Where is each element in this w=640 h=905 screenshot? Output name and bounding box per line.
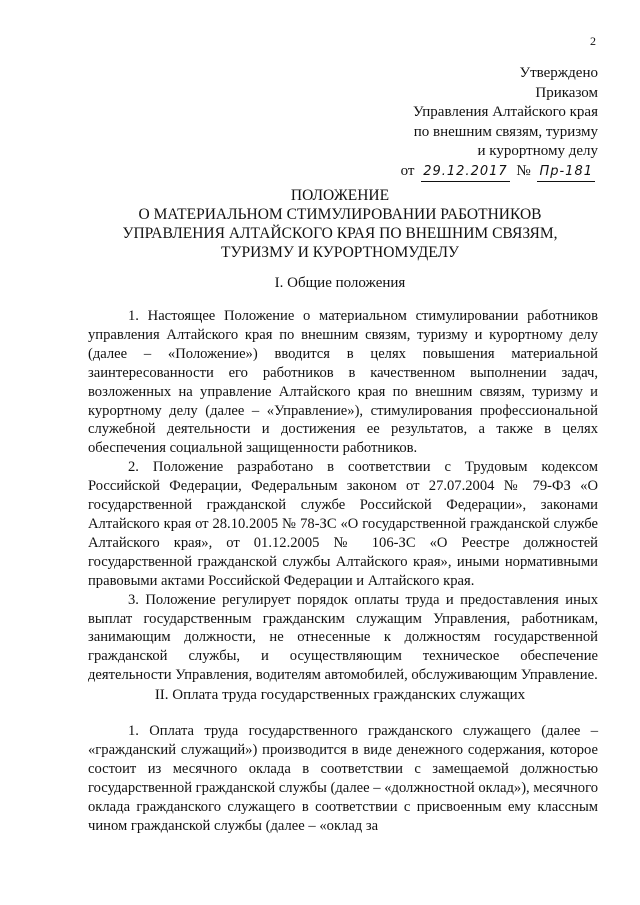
- document-title: [60, 186, 620, 262]
- title-line: ТУРИЗМУ И КУРОРТНОМУДЕЛУ: [221, 244, 459, 261]
- paragraph: 2. Положение разработано в соответствии с Трудовым кодексом Российской Федерации, Федеральным законом от 27.07.2004 № 79-ФЗ «О государственной гражданской службе Российской Федерации», законами Алтайского края от 28.10.2005 № 78-ЗС «О государственной гражданской службе Алтайского края», от 01.12.2005 № 106-ЗС «О Реестре должностей государственной гражданской службы Алтайского края», иными нормативными правовыми актами Российской Федерации и Алтайского края.: [88, 459, 598, 589]
- paragraph: 1. Настоящее Положение о материальном стимулировании работников управления Алтайского края по внешним связям, туризму и курортному делу (далее – «Положение») вводится в целях повышения материальной заинтересованности его работников в качественном выполнении задач, возложенных на управление Алтайского края по внешним связям, туризму и курортному делу (далее – «Управление»), стимулирования профессиональной служебной деятельности и достижения ее результатов, а также в целях обеспечения социальной защищенности работников.: [88, 308, 598, 457]
- section-payment-body: [88, 722, 598, 835]
- approval-line: Утверждено: [519, 65, 598, 81]
- paragraph: 1. Оплата труда государственного гражданского служащего (далее – «гражданский служащий») производится в виде денежного содержания, которое состоит из месячного оклада в соответствии с замещаемой должностью государственной гражданской службы (далее – «должностной оклад»), месячного оклада гражданского служащего в соответствии с присвоенным ему классным чином гражданской службы (далее – «оклад за: [88, 723, 598, 834]
- approval-date-line: [401, 162, 598, 183]
- paragraph: 3. Положение регулирует порядок оплаты труда и предоставления иных выплат государственным гражданским служащим Управления, работникам, занимающим должности, не отнесенные к должностям государственной гражданской службы, и осуществляющим техническое обеспечение деятельности Управления, водителям автомобилей, обслуживающим Управление.: [88, 591, 598, 684]
- handwritten-number: Пр-181: [537, 162, 595, 183]
- section-heading-general: I. Общие положения: [274, 275, 406, 291]
- approval-line: Приказом: [535, 84, 598, 101]
- approval-line: и курортному делу: [477, 143, 598, 159]
- title-line: УПРАВЛЕНИЯ АЛТАЙСКОГО КРАЯ ПО ВНЕШНИМ СВЯЗЯМ,: [122, 225, 558, 242]
- approval-line: Управления Алтайского края: [412, 104, 598, 120]
- section-general-body: [88, 307, 598, 685]
- section-heading-payment: II. Оплата труда государственных гражданских служащих: [154, 687, 526, 703]
- page-number: 2: [590, 34, 596, 48]
- title-line: ПОЛОЖЕНИЕ: [290, 187, 390, 204]
- approval-block: [401, 64, 598, 182]
- approval-line: по внешним связям, туризму: [413, 123, 598, 140]
- number-prefix: №: [516, 162, 531, 179]
- title-line: О МАТЕРИАЛЬНОМ СТИМУЛИРОВАНИИ РАБОТНИКОВ: [138, 206, 542, 223]
- handwritten-date: 29.12.2017: [421, 162, 509, 183]
- date-prefix: от: [400, 162, 415, 179]
